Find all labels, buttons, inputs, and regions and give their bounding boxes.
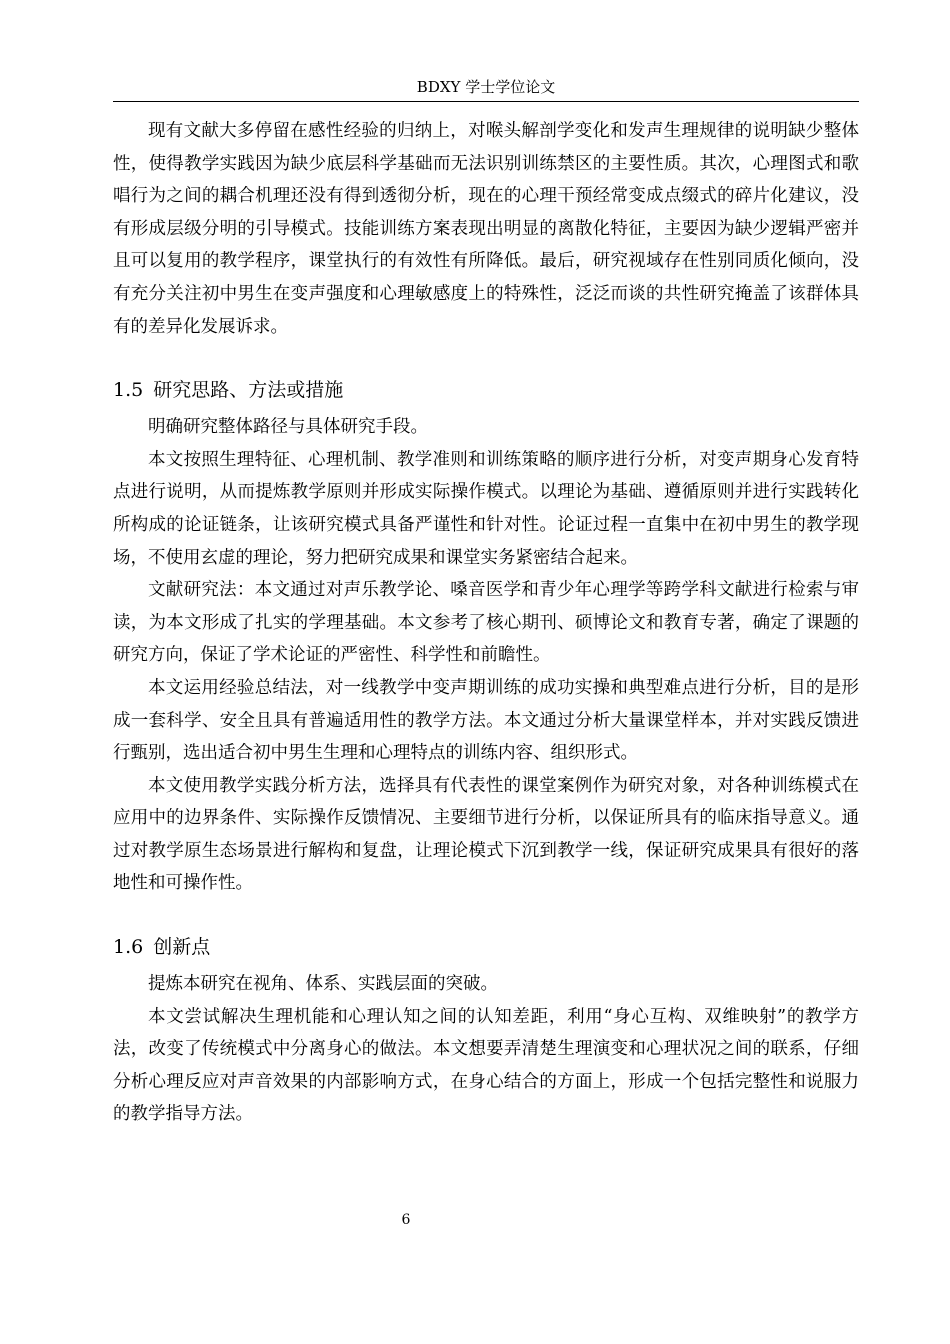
body-paragraph: 明确研究整体路径与具体研究手段。 bbox=[148, 417, 428, 438]
section-number: 1.6 bbox=[113, 936, 144, 959]
section-heading-1-5 bbox=[113, 374, 859, 406]
body-paragraph: 现有文献大多停留在感性经验的归纳上，对喉头解剖学变化和发声生理规律的说明缺少整体性，使得教学实践因为缺少底层科学基础而无法识别训练禁区的主要性质。其次，心理图式和歌唱行为之间的耦合机理还没有得到透彻分析，现在的心理干预经常变成点缀式的碎片化建议，没有形成层级分明的引导模式。技能训练方案表现出明显的离散化特征，主要因为缺少逻辑严密并且可以复用的教学程序，课堂执行的有效性有所降低。最后，研究视域存在性别同质化倾向，没有充分关注初中男生在变声强度和心理敏感度上的特殊性，泛泛而谈的共性研究掩盖了该群体具有的差异化发展诉求。 bbox=[113, 121, 859, 337]
page-number: 6 bbox=[401, 1212, 411, 1228]
body-paragraph: 本文尝试解决生理机能和心理认知之间的认知差距，利用“身心互构、双维映射”的教学方法，改变了传统模式中分离身心的做法。本文想要弄清楚生理演变和心理状况之间的联系，仔细分析心理反应对声音效果的内部影响方式，在身心结合的方面上，形成一个包括完整性和说服力的教学指导方法。 bbox=[113, 1006, 859, 1125]
page-header: BDXY 学士学位论文 bbox=[416, 78, 556, 96]
body-paragraph: 本文使用教学实践分析方法，选择具有代表性的课堂案例作为研究对象，对各种训练模式在应用中的边界条件、实际操作反馈情况、主要细节进行分析，以保证所具有的临床指导意义。通过对教学原生态场景进行解构和复盘，让理论模式下沉到教学一线，保证研究成果具有很好的落地性和可操作性。 bbox=[113, 775, 859, 894]
section-heading-1-6 bbox=[113, 931, 859, 963]
body-paragraph: 文献研究法：本文通过对声乐教学论、嗓音医学和青少年心理学等跨学科文献进行检索与审读，为本文形成了扎实的学理基础。本文参考了核心期刊、硕博论文和教育专著，确定了课题的研究方向，保证了学术论证的严密性、科学性和前瞻性。 bbox=[113, 580, 859, 666]
page-body bbox=[113, 115, 859, 1131]
section-title: 研究思路、方法或措施 bbox=[153, 379, 344, 402]
body-paragraph: 本文运用经验总结法，对一线教学中变声期训练的成功实操和典型难点进行分析，目的是形成一套科学、安全且具有普遍适用性的教学方法。本文通过分析大量课堂样本，并对实践反馈进行甄别，选出适合初中男生生理和心理特点的训练内容、组织形式。 bbox=[113, 677, 859, 764]
body-paragraph: 提炼本研究在视角、体系、实践层面的突破。 bbox=[148, 974, 498, 995]
body-paragraph: 本文按照生理特征、心理机制、教学准则和训练策略的顺序进行分析，对变声期身心发育特点进行说明，从而提炼教学原则并形成实际操作模式。以理论为基础、遵循原则并进行实践转化所构成的论证链条，让该研究模式具备严谨性和针对性。论证过程一直集中在初中男生的教学现场，不使用玄虚的理论，努力把研究成果和课堂实务紧密结合起来。 bbox=[113, 449, 859, 568]
header-divider bbox=[113, 101, 859, 102]
section-title: 创新点 bbox=[153, 936, 211, 959]
section-number: 1.5 bbox=[113, 379, 144, 402]
